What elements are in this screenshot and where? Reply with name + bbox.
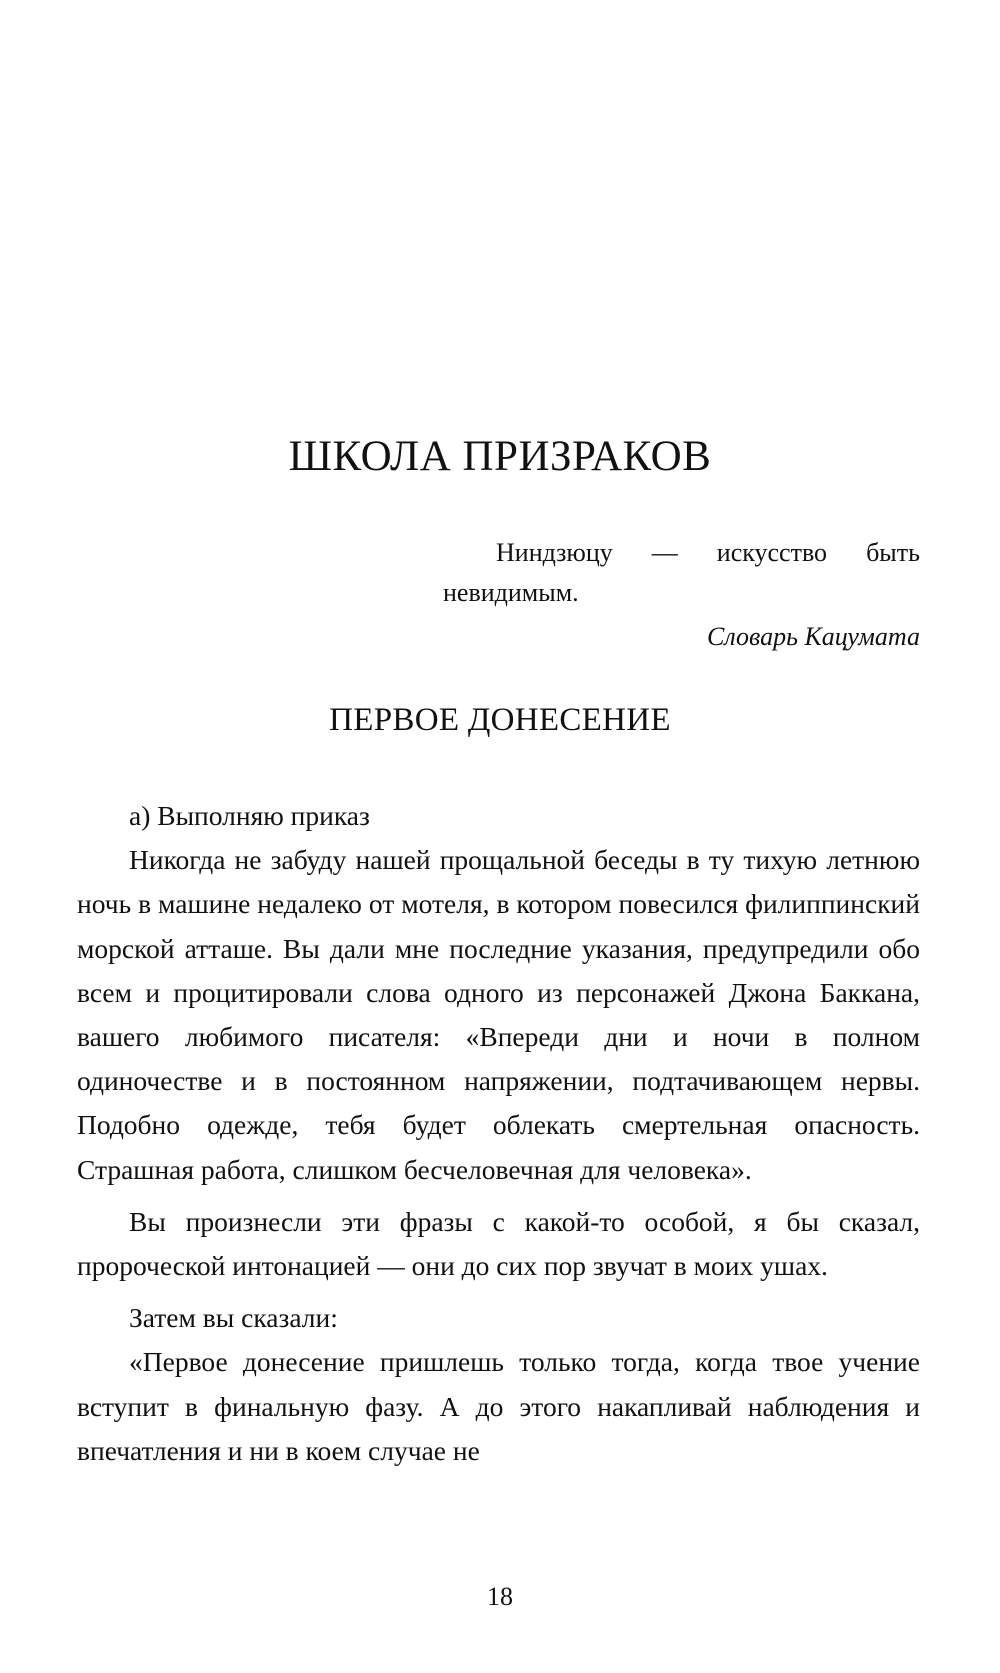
epigraph-source: Словарь Кацумата — [707, 622, 920, 651]
paragraph: Затем вы сказали: — [129, 1302, 338, 1334]
chapter-title: ШКОЛА ПРИЗРАКОВ — [288, 433, 712, 480]
page-number: 18 — [487, 1582, 513, 1611]
epigraph-text: Ниндзюцу — искусство быть невидимым. — [443, 538, 920, 607]
epigraph — [443, 533, 920, 657]
section-title: ПЕРВОЕ ДОНЕСЕНИЕ — [329, 702, 671, 738]
body-text — [77, 794, 920, 1473]
paragraph: Вы произнесли эти фразы с какой-то особой, я бы сказал, пророческой интонацией — они до сих пор звучат в моих ушах. — [77, 1205, 920, 1282]
paragraph: Никогда не забуду нашей прощальной беседы в ту тихую летнюю ночь в машине недалеко от мотеля, в котором повесился филиппинский морской атташе. Вы дали мне последние указания, предупредили обо всем и процитировали слова одного из персонажей Джона Баккана, вашего любимого писателя: «Впереди дни и ночи в полном одиночестве и в постоянном напряжении, подтачивающем нервы. Подобно одежде, тебя будет облекать смертельная опасность. Страшная работа, слишком бесчеловечная для человека». — [77, 844, 920, 1185]
paragraph: «Первое донесение пришлешь только тогда, когда твое учение вступит в финальную фазу. А до этого накапливай наблюдения и впечатления и ни в коем случае не — [77, 1346, 920, 1466]
subsection-heading: а) Выполняю приказ — [129, 800, 370, 831]
